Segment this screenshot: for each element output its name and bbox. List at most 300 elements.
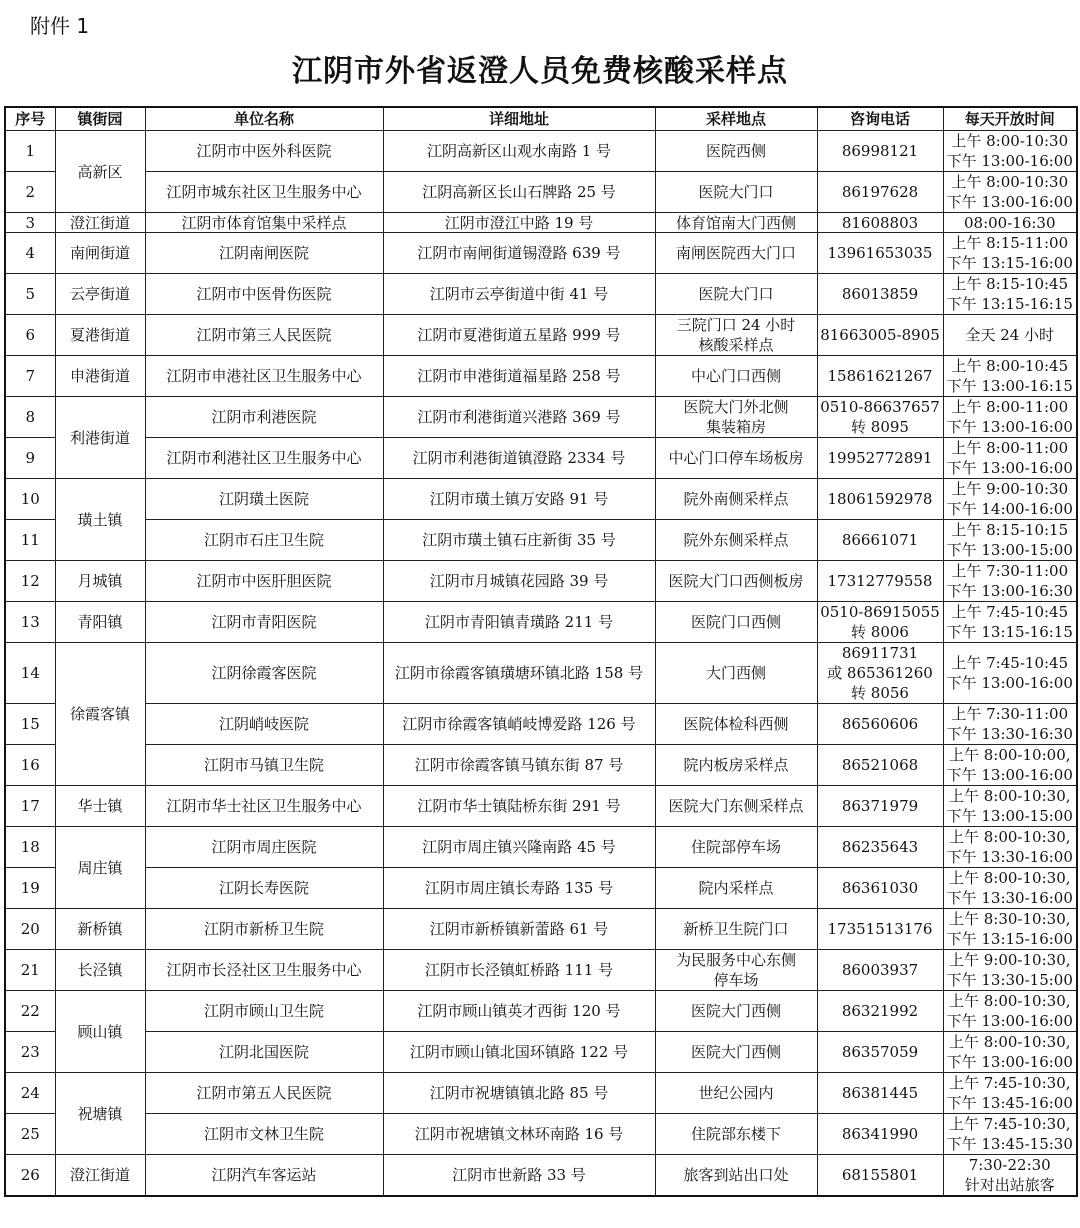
unit-name: 江阴市利港社区卫生服务中心 (145, 438, 383, 479)
open-hours-line: 上午 7:30-11:00 (951, 705, 1069, 723)
table-row (5, 1114, 1077, 1155)
open-hours-line: 上午 7:45-10:45 (951, 654, 1069, 672)
table-row (5, 172, 1077, 213)
phone (817, 479, 943, 520)
open-hours (943, 909, 1077, 950)
unit-name: 江阴峭岐医院 (145, 704, 383, 745)
phone-line: 0510-86915055 (820, 603, 940, 621)
row-number: 23 (5, 1032, 55, 1073)
row-number: 24 (5, 1073, 55, 1114)
sampling-site-line: 院内板房采样点 (683, 756, 789, 774)
open-hours-line: 7:30-22:30 (968, 1156, 1051, 1174)
open-hours-line: 下午 13:00-16:00 (946, 766, 1073, 784)
unit-name: 江阴市利港医院 (145, 397, 383, 438)
phone-line: 86998121 (841, 142, 919, 160)
open-hours-line: 上午 8:00-10:30 (951, 173, 1069, 191)
open-hours-line: 上午 9:00-10:30, (948, 951, 1071, 969)
phone (817, 438, 943, 479)
open-hours (943, 602, 1077, 643)
open-hours-line: 下午 13:00-16:00 (946, 459, 1073, 477)
table-row (5, 520, 1077, 561)
phone-line: 86371979 (841, 797, 919, 815)
phone-line: 86361030 (841, 879, 919, 897)
district-cell: 祝塘镇 (55, 1073, 145, 1155)
table-row (5, 233, 1077, 274)
open-hours-line: 上午 8:00-10:30 (951, 132, 1069, 150)
district-cell: 澄江街道 (55, 1155, 145, 1197)
open-hours-line: 上午 8:15-11:00 (951, 234, 1069, 252)
open-hours (943, 561, 1077, 602)
open-hours-line: 下午 13:30-16:00 (946, 889, 1073, 907)
phone (817, 909, 943, 950)
sampling-site-line: 中心门口西侧 (690, 367, 781, 385)
phone-line: 86911731 (841, 644, 919, 662)
phone (817, 950, 943, 991)
address: 江阴市璜土镇石庄新街 35 号 (383, 520, 655, 561)
open-hours-line: 上午 8:00-10:30, (948, 1033, 1071, 1051)
phone (817, 827, 943, 868)
sampling-site-line: 医院大门西侧 (690, 1043, 781, 1061)
row-number: 11 (5, 520, 55, 561)
unit-name: 江阴市马镇卫生院 (145, 745, 383, 786)
open-hours (943, 172, 1077, 213)
open-hours-line: 下午 13:15-16:15 (946, 295, 1073, 313)
open-hours-line: 下午 14:00-16:00 (946, 500, 1073, 518)
district-cell: 利港街道 (55, 397, 145, 479)
phone (817, 315, 943, 356)
phone-line: 68155801 (841, 1166, 919, 1184)
table-row (5, 561, 1077, 602)
row-number: 21 (5, 950, 55, 991)
row-number: 9 (5, 438, 55, 479)
open-hours-line: 下午 13:15-16:15 (946, 623, 1073, 641)
open-hours (943, 1155, 1077, 1197)
sampling-site-line: 住院部东楼下 (690, 1125, 781, 1143)
unit-name: 江阴市华士社区卫生服务中心 (145, 786, 383, 827)
sampling-site (655, 991, 817, 1032)
address: 江阴市长泾镇虹桥路 111 号 (383, 950, 655, 991)
sampling-site-line: 新桥卫生院门口 (683, 920, 789, 938)
unit-name: 江阴市第三人民医院 (145, 315, 383, 356)
open-hours (943, 950, 1077, 991)
sampling-site-line: 院内采样点 (698, 879, 774, 897)
open-hours (943, 520, 1077, 561)
open-hours-line: 下午 13:00-15:00 (946, 541, 1073, 559)
header-address: 详细地址 (383, 107, 655, 131)
district-cell: 璜土镇 (55, 479, 145, 561)
unit-name: 江阴市第五人民医院 (145, 1073, 383, 1114)
phone-line: 86321992 (841, 1002, 919, 1020)
table-row (5, 827, 1077, 868)
open-hours-line: 上午 8:00-10:45 (951, 357, 1069, 375)
sampling-site (655, 827, 817, 868)
address: 江阴市新桥镇新蕾路 61 号 (383, 909, 655, 950)
phone (817, 643, 943, 704)
address: 江阴市顾山镇北国环镇路 122 号 (383, 1032, 655, 1073)
phone-line: 18061592978 (827, 490, 933, 508)
table-row (5, 1032, 1077, 1073)
open-hours-line: 上午 8:00-11:00 (951, 439, 1069, 457)
row-number: 14 (5, 643, 55, 704)
unit-name: 江阴市申港社区卫生服务中心 (145, 356, 383, 397)
unit-name: 江阴市新桥卫生院 (145, 909, 383, 950)
row-number: 16 (5, 745, 55, 786)
open-hours-line: 下午 13:00-16:00 (946, 1053, 1073, 1071)
phone-line: 86013859 (841, 285, 919, 303)
district-cell: 南闸街道 (55, 233, 145, 274)
phone-line: 86235643 (841, 838, 919, 856)
sampling-site-line: 集装箱房 (705, 418, 766, 436)
address: 江阴市南闸街道锡澄路 639 号 (383, 233, 655, 274)
phone-line: 转 8006 (851, 623, 909, 641)
table-row (5, 397, 1077, 438)
open-hours (943, 131, 1077, 172)
open-hours-line: 下午 13:00-16:00 (946, 152, 1073, 170)
sampling-site (655, 479, 817, 520)
sampling-site (655, 213, 817, 233)
open-hours (943, 213, 1077, 233)
page-title: 江阴市外省返澄人员免费核酸采样点 (292, 54, 788, 89)
table-row (5, 1073, 1077, 1114)
sampling-site-line: 医院大门西侧 (690, 1002, 781, 1020)
open-hours-line: 上午 7:45-10:30, (948, 1074, 1071, 1092)
address: 江阴市利港街道镇澄路 2334 号 (383, 438, 655, 479)
open-hours-line: 下午 13:15-16:00 (946, 254, 1073, 272)
row-number: 2 (5, 172, 55, 213)
address: 江阴市世新路 33 号 (383, 1155, 655, 1197)
open-hours (943, 397, 1077, 438)
row-number: 18 (5, 827, 55, 868)
sampling-site-line: 医院体检科西侧 (683, 715, 789, 733)
district-cell: 华士镇 (55, 786, 145, 827)
header-no: 序号 (5, 107, 55, 131)
open-hours (943, 991, 1077, 1032)
sampling-site (655, 233, 817, 274)
phone-line: 13961653035 (827, 244, 933, 262)
sampling-site (655, 561, 817, 602)
sampling-site (655, 131, 817, 172)
row-number: 5 (5, 274, 55, 315)
open-hours-line: 上午 8:15-10:15 (951, 521, 1069, 539)
row-number: 1 (5, 131, 55, 172)
sampling-site (655, 1032, 817, 1073)
phone (817, 561, 943, 602)
sampling-site-line: 为民服务中心东侧 (675, 951, 796, 969)
row-number: 12 (5, 561, 55, 602)
table-row (5, 704, 1077, 745)
row-number: 15 (5, 704, 55, 745)
phone (817, 602, 943, 643)
phone-line: 17312779558 (827, 572, 933, 590)
row-number: 4 (5, 233, 55, 274)
unit-name: 江阴北国医院 (145, 1032, 383, 1073)
table-row (5, 479, 1077, 520)
open-hours (943, 356, 1077, 397)
row-number: 8 (5, 397, 55, 438)
open-hours (943, 643, 1077, 704)
row-number: 7 (5, 356, 55, 397)
sampling-site (655, 1155, 817, 1197)
row-number: 10 (5, 479, 55, 520)
table-row (5, 786, 1077, 827)
district-cell: 青阳镇 (55, 602, 145, 643)
phone (817, 704, 943, 745)
open-hours-line: 上午 8:30-10:30, (948, 910, 1071, 928)
open-hours (943, 745, 1077, 786)
sampling-site-line: 医院大门口西侧板房 (668, 572, 804, 590)
row-number: 26 (5, 1155, 55, 1197)
open-hours-line: 上午 7:45-10:45 (951, 603, 1069, 621)
row-number: 19 (5, 868, 55, 909)
phone (817, 1032, 943, 1073)
district-cell: 月城镇 (55, 561, 145, 602)
open-hours (943, 233, 1077, 274)
table-body (5, 131, 1077, 1197)
address: 江阴市月城镇花园路 39 号 (383, 561, 655, 602)
table-row (5, 602, 1077, 643)
open-hours (943, 704, 1077, 745)
open-hours (943, 868, 1077, 909)
unit-name: 江阴市长泾社区卫生服务中心 (145, 950, 383, 991)
address: 江阴市顾山镇英才西街 120 号 (383, 991, 655, 1032)
sampling-site-line: 医院大门口 (698, 285, 774, 303)
row-number: 13 (5, 602, 55, 643)
unit-name: 江阴市石庄卫生院 (145, 520, 383, 561)
sampling-site-line: 院外南侧采样点 (683, 490, 789, 508)
unit-name: 江阴市城东社区卫生服务中心 (145, 172, 383, 213)
sampling-site (655, 909, 817, 950)
address: 江阴市徐霞客镇马镇东街 87 号 (383, 745, 655, 786)
sampling-site-line: 医院门口西侧 (690, 613, 781, 631)
open-hours (943, 274, 1077, 315)
table-row (5, 1155, 1077, 1197)
unit-name: 江阴长寿医院 (145, 868, 383, 909)
open-hours-line: 下午 13:00-16:00 (946, 193, 1073, 211)
unit-name: 江阴市中医肝胆医院 (145, 561, 383, 602)
phone-line: 0510-86637657 (820, 398, 940, 416)
sampling-site (655, 868, 817, 909)
phone-line: 86521068 (841, 756, 919, 774)
address: 江阴市周庄镇长寿路 135 号 (383, 868, 655, 909)
open-hours-line: 下午 13:00-16:15 (946, 377, 1073, 395)
unit-name: 江阴璜土医院 (145, 479, 383, 520)
phone-line: 15861621267 (827, 367, 933, 385)
phone (817, 274, 943, 315)
table-row (5, 643, 1077, 704)
unit-name: 江阴市中医骨伤医院 (145, 274, 383, 315)
sampling-site (655, 643, 817, 704)
phone (817, 868, 943, 909)
open-hours (943, 827, 1077, 868)
district-cell: 周庄镇 (55, 827, 145, 909)
unit-name: 江阴市顾山卫生院 (145, 991, 383, 1032)
sampling-site (655, 172, 817, 213)
address: 江阴市夏港街道五星路 999 号 (383, 315, 655, 356)
open-hours-line: 下午 13:45-15:30 (946, 1135, 1073, 1153)
sampling-site-line: 大门西侧 (705, 664, 766, 682)
open-hours-line: 下午 13:00-15:00 (946, 807, 1073, 825)
table-row (5, 950, 1077, 991)
header-row (5, 107, 1077, 131)
sampling-site (655, 1114, 817, 1155)
district-cell: 新桥镇 (55, 909, 145, 950)
sampling-site-line: 三院门口 24 小时 (676, 316, 796, 334)
sampling-site (655, 356, 817, 397)
table-row (5, 213, 1077, 233)
sampling-site (655, 1073, 817, 1114)
table-row (5, 315, 1077, 356)
sampling-site (655, 745, 817, 786)
row-number: 6 (5, 315, 55, 356)
open-hours-line: 上午 8:00-10:30, (948, 787, 1071, 805)
open-hours (943, 1073, 1077, 1114)
unit-name: 江阴市周庄医院 (145, 827, 383, 868)
phone-line: 86003937 (841, 961, 919, 979)
open-hours-line: 上午 9:00-10:30 (951, 480, 1069, 498)
sampling-site-line: 医院西侧 (705, 142, 766, 160)
table-row (5, 131, 1077, 172)
sampling-site-line: 中心门口停车场板房 (668, 449, 804, 467)
header-hours: 每天开放时间 (943, 107, 1077, 131)
sampling-site-line: 世纪公园内 (698, 1084, 774, 1102)
phone-line: 86560606 (841, 715, 919, 733)
phone (817, 520, 943, 561)
open-hours-line: 下午 13:00-16:00 (946, 418, 1073, 436)
unit-name: 江阴南闸医院 (145, 233, 383, 274)
open-hours-line: 针对出站旅客 (964, 1176, 1055, 1194)
address: 江阴市利港街道兴港路 369 号 (383, 397, 655, 438)
phone-line: 86197628 (841, 183, 919, 201)
district-cell: 长泾镇 (55, 950, 145, 991)
phone-line: 或 865361260 (827, 664, 933, 682)
sampling-site (655, 950, 817, 991)
row-number: 3 (5, 213, 55, 233)
phone-line: 转 8095 (851, 418, 909, 436)
phone (817, 1073, 943, 1114)
address: 江阴市徐霞客镇峭岐博爱路 126 号 (383, 704, 655, 745)
phone (817, 233, 943, 274)
open-hours-line: 上午 8:15-10:45 (951, 275, 1069, 293)
phone (817, 213, 943, 233)
table-row (5, 356, 1077, 397)
open-hours-line: 上午 8:00-10:30, (948, 869, 1071, 887)
phone (817, 397, 943, 438)
phone-line: 86381445 (841, 1084, 919, 1102)
open-hours-line: 下午 13:00-16:00 (946, 674, 1073, 692)
open-hours-line: 上午 8:00-11:00 (951, 398, 1069, 416)
sampling-site-line: 医院大门口 (698, 183, 774, 201)
sampling-site-line: 住院部停车场 (690, 838, 781, 856)
row-number: 17 (5, 786, 55, 827)
address: 江阴高新区山观水南路 1 号 (383, 131, 655, 172)
sampling-site-line: 核酸采样点 (698, 336, 774, 354)
table-row (5, 438, 1077, 479)
open-hours-line: 下午 13:45-16:00 (946, 1094, 1073, 1112)
phone (817, 745, 943, 786)
phone-line: 86341990 (841, 1125, 919, 1143)
table-row (5, 274, 1077, 315)
unit-name: 江阴市中医外科医院 (145, 131, 383, 172)
unit-name: 江阴市青阳医院 (145, 602, 383, 643)
address: 江阴市祝塘镇文林环南路 16 号 (383, 1114, 655, 1155)
district-cell: 徐霞客镇 (55, 643, 145, 786)
open-hours-line: 上午 8:00-10:30, (948, 992, 1071, 1010)
open-hours-line: 上午 7:30-11:00 (951, 562, 1069, 580)
sampling-site (655, 704, 817, 745)
address: 江阴市周庄镇兴隆南路 45 号 (383, 827, 655, 868)
phone-line: 81663005-8905 (820, 326, 940, 344)
open-hours-line: 下午 13:30-15:00 (946, 971, 1073, 989)
sampling-site-line: 体育馆南大门西侧 (675, 213, 796, 232)
open-hours (943, 1032, 1077, 1073)
address: 江阴市申港街道福星路 258 号 (383, 356, 655, 397)
sampling-site (655, 315, 817, 356)
sampling-site (655, 438, 817, 479)
open-hours-line: 下午 13:15-16:00 (946, 930, 1073, 948)
open-hours-line: 上午 7:45-10:30, (948, 1115, 1071, 1133)
phone (817, 991, 943, 1032)
open-hours-line: 上午 8:00-10:30, (948, 828, 1071, 846)
open-hours-line: 下午 13:30-16:30 (946, 725, 1073, 743)
address: 江阴市华士镇陆桥东街 291 号 (383, 786, 655, 827)
sampling-site-line: 医院大门东侧采样点 (668, 797, 804, 815)
district-cell: 云亭街道 (55, 274, 145, 315)
phone-line: 19952772891 (827, 449, 933, 467)
open-hours-line: 下午 13:00-16:00 (946, 1012, 1073, 1030)
unit-name: 江阴市体育馆集中采样点 (145, 213, 383, 233)
open-hours-line: 下午 13:00-16:30 (946, 582, 1073, 600)
district-cell: 夏港街道 (55, 315, 145, 356)
open-hours (943, 315, 1077, 356)
phone (817, 131, 943, 172)
phone-line: 86661071 (841, 531, 919, 549)
sampling-site (655, 397, 817, 438)
phone (817, 1114, 943, 1155)
open-hours (943, 479, 1077, 520)
table-row (5, 909, 1077, 950)
phone (817, 786, 943, 827)
table-row (5, 745, 1077, 786)
district-cell: 申港街道 (55, 356, 145, 397)
address: 江阴高新区长山石牌路 25 号 (383, 172, 655, 213)
header-site: 采样地点 (655, 107, 817, 131)
sampling-sites-table (4, 106, 1078, 1197)
open-hours-line: 全天 24 小时 (965, 326, 1055, 344)
phone (817, 1155, 943, 1197)
sampling-site (655, 520, 817, 561)
open-hours-line: 08:00-16:30 (963, 213, 1056, 232)
phone (817, 172, 943, 213)
header-phone: 咨询电话 (817, 107, 943, 131)
phone (817, 356, 943, 397)
open-hours-line: 下午 13:30-16:00 (946, 848, 1073, 866)
phone-line: 17351513176 (827, 920, 933, 938)
unit-name: 江阴汽车客运站 (145, 1155, 383, 1197)
phone-line: 81608803 (841, 213, 919, 232)
open-hours (943, 438, 1077, 479)
address: 江阴市云亭街道中街 41 号 (383, 274, 655, 315)
phone-line: 86357059 (841, 1043, 919, 1061)
address: 江阴市青阳镇青璜路 211 号 (383, 602, 655, 643)
sampling-site-line: 院外东侧采样点 (683, 531, 789, 549)
sampling-site-line: 停车场 (713, 971, 759, 989)
unit-name: 江阴徐霞客医院 (145, 643, 383, 704)
address: 江阴市澄江中路 19 号 (383, 213, 655, 233)
row-number: 22 (5, 991, 55, 1032)
unit-name: 江阴市文林卫生院 (145, 1114, 383, 1155)
district-cell: 澄江街道 (55, 213, 145, 233)
open-hours-line: 上午 8:00-10:00, (948, 746, 1071, 764)
